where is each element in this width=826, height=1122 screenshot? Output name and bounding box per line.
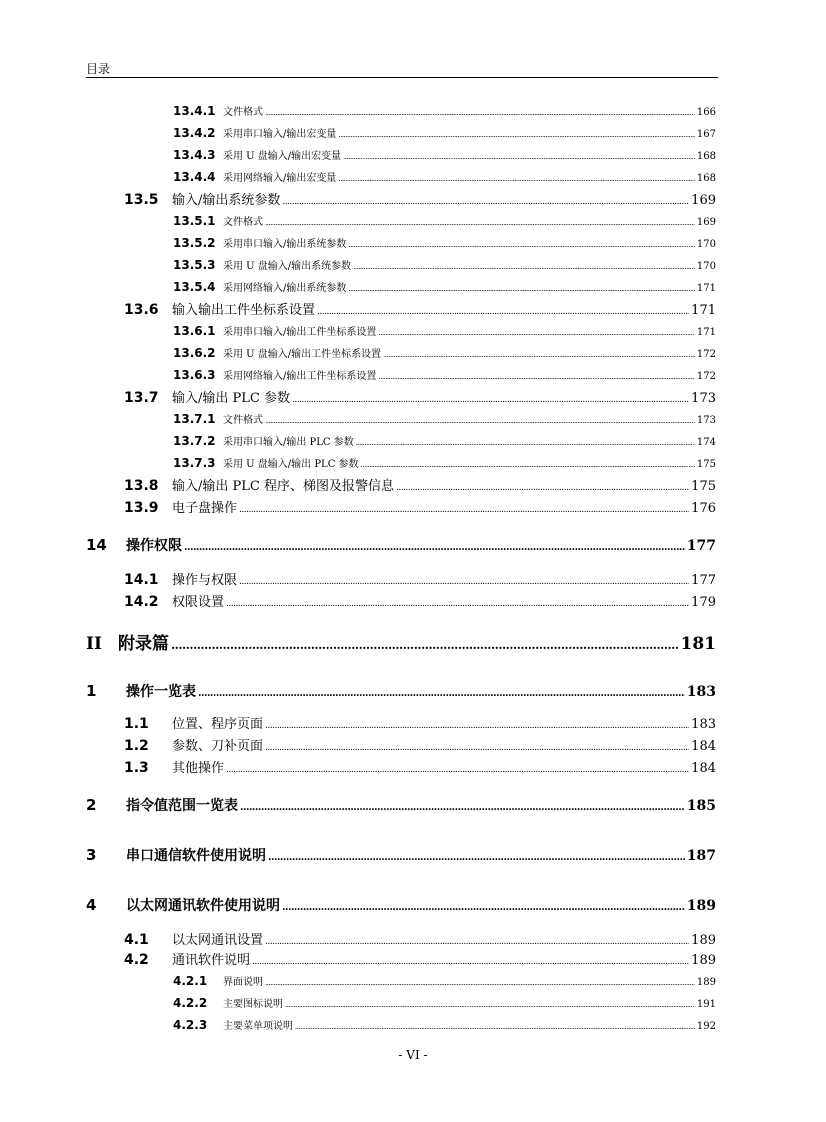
toc-entry-page: 189: [691, 933, 716, 948]
toc-dot-leader: [285, 1001, 695, 1009]
toc-entry-page: 171: [696, 327, 716, 338]
toc-entry-number: 13.6.3: [173, 368, 216, 382]
toc-entry-number: 4.2.2: [173, 996, 208, 1010]
toc-entry-page: 179: [691, 595, 716, 610]
toc-dot-leader: [171, 638, 679, 652]
toc-entry-title: 输入/输出系统参数: [172, 193, 281, 208]
toc-entry[interactable]: [124, 387, 716, 406]
toc-entry[interactable]: [86, 795, 716, 815]
toc-dot-leader: [348, 241, 695, 249]
toc-entry-number: 14.2: [124, 594, 159, 610]
toc-entry-page: 175: [696, 459, 716, 470]
toc-entry[interactable]: [124, 929, 716, 948]
toc-entry-page: 184: [691, 761, 716, 776]
toc-entry[interactable]: [173, 125, 716, 140]
toc-entry[interactable]: [124, 497, 716, 516]
toc-dot-leader: [268, 852, 685, 863]
toc-entry-page: 185: [686, 798, 716, 814]
toc-entry-number: 2: [86, 796, 97, 814]
toc-entry-page: 172: [696, 349, 716, 360]
toc-entry-page: 189: [691, 953, 716, 968]
toc-entry[interactable]: [173, 147, 716, 162]
toc-dot-leader: [361, 461, 695, 469]
toc-dot-leader: [239, 505, 689, 515]
toc-entry-page: 167: [696, 129, 716, 140]
toc-entry-title: 以太网通讯设置: [172, 933, 264, 948]
toc-entry-page: 187: [686, 848, 716, 864]
toc-entry[interactable]: [86, 845, 716, 865]
toc-entry-page: 191: [696, 999, 716, 1010]
toc-entry-number: 14.1: [124, 572, 159, 588]
toc-entry-number: 13.6: [124, 302, 159, 318]
toc-entry[interactable]: [86, 895, 716, 915]
toc-dot-leader: [338, 131, 695, 139]
toc-entry-page: 168: [696, 173, 716, 184]
toc-entry-title: 采用串口输入/输出宏变量: [223, 129, 337, 140]
toc-dot-leader: [343, 153, 695, 161]
toc-entry-title: 以太网通讯软件使用说明: [126, 898, 280, 914]
toc-entry-number: 4.2.1: [173, 974, 208, 988]
toc-dot-leader: [338, 175, 695, 183]
toc-dot-leader: [282, 902, 685, 913]
toc-entry-title: 输入输出工件坐标系设置: [172, 303, 316, 318]
toc-entry-number: 13.8: [124, 478, 159, 494]
toc-entry[interactable]: [173, 973, 716, 988]
toc-entry-page: 169: [696, 217, 716, 228]
toc-entry-page: 170: [696, 261, 716, 272]
toc-entry-number: 14: [86, 536, 107, 554]
toc-entry-number: 13.6.1: [173, 324, 216, 338]
toc-entry-title: 操作权限: [126, 538, 182, 554]
toc-entry[interactable]: [173, 433, 716, 448]
toc-entry[interactable]: [124, 189, 716, 208]
toc-dot-leader: [240, 802, 685, 813]
toc-entry-page: 170: [696, 239, 716, 250]
toc-entry[interactable]: [173, 213, 716, 228]
toc-entry[interactable]: [124, 735, 716, 754]
toc-entry-number: 13.4.3: [173, 148, 216, 162]
toc-entry-title: 操作一览表: [126, 684, 196, 700]
toc-entry-page: 177: [686, 538, 716, 554]
toc-entry[interactable]: [173, 279, 716, 294]
page-number: - VI -: [398, 1048, 428, 1062]
toc-dot-leader: [265, 937, 689, 947]
toc-entry[interactable]: [124, 757, 716, 776]
toc-entry-title: 位置、程序页面: [172, 717, 264, 732]
toc-entry[interactable]: [173, 235, 716, 250]
toc-entry-number: II: [86, 634, 102, 654]
toc-entry-page: 177: [691, 573, 716, 588]
toc-entry[interactable]: [173, 411, 716, 426]
toc-dot-leader: [282, 197, 689, 207]
toc-entry-number: 1.1: [124, 716, 149, 732]
toc-entry-page: 173: [696, 415, 716, 426]
toc-entry-number: 13.5.2: [173, 236, 216, 250]
toc-entry-number: 13.7.2: [173, 434, 216, 448]
toc-entry-title: 其他操作: [172, 761, 225, 776]
toc-entry-page: 176: [691, 501, 716, 516]
toc-entry[interactable]: [173, 345, 716, 360]
toc-entry-title: 采用网络输入/输出宏变量: [223, 173, 337, 184]
running-header-title: 目录: [86, 62, 111, 76]
toc-entry-title: 电子盘操作: [172, 501, 238, 516]
toc-entry-title: 界面说明: [223, 977, 263, 988]
toc-entry-number: 1.3: [124, 760, 149, 776]
toc-entry-title: 采用串口输入/输出系统参数: [223, 239, 347, 250]
toc-entry[interactable]: [173, 103, 716, 118]
toc-entry[interactable]: [124, 475, 716, 494]
toc-entry-number: 13.7.3: [173, 456, 216, 470]
toc-entry[interactable]: [124, 299, 716, 318]
toc-entry-title: 文件格式: [223, 415, 263, 426]
toc-entry-page: 174: [696, 437, 716, 448]
toc-entry-number: 4: [86, 896, 97, 914]
toc-entry[interactable]: [86, 629, 716, 654]
toc-entry-page: 169: [691, 193, 716, 208]
toc-entry-page: 192: [696, 1021, 716, 1032]
toc-dot-leader: [383, 351, 695, 359]
toc-entry[interactable]: [173, 455, 716, 470]
toc-dot-leader: [317, 307, 689, 317]
toc-entry[interactable]: [173, 1017, 716, 1032]
toc-entry-number: 13.5: [124, 192, 159, 208]
toc-entry-title: 权限设置: [172, 595, 225, 610]
toc-entry-page: 171: [696, 283, 716, 294]
toc-entry[interactable]: [86, 535, 716, 555]
toc-entry-page: 189: [686, 898, 716, 914]
toc-entry-page: 183: [686, 684, 716, 700]
toc-dot-leader: [265, 417, 695, 425]
toc-dot-leader: [265, 979, 695, 987]
toc-dot-leader: [265, 743, 689, 753]
toc-entry-page: 184: [691, 739, 716, 754]
toc-entry-title: 采用网络输入/输出系统参数: [223, 283, 347, 294]
toc-entry-title: 通讯软件说明: [172, 953, 251, 968]
toc-entry-number: 13.6.2: [173, 346, 216, 360]
toc-entry-title: 采用串口输入/输出 PLC 参数: [223, 437, 354, 448]
toc-dot-leader: [265, 109, 695, 117]
toc-entry-title: 输入/输出 PLC 程序、梯图及报警信息: [172, 479, 394, 494]
toc-dot-leader: [198, 688, 685, 699]
toc-entry-number: 4.1: [124, 932, 149, 948]
toc-entry-number: 4.2.3: [173, 1018, 208, 1032]
toc-entry[interactable]: [124, 591, 716, 610]
toc-dot-leader: [292, 395, 689, 405]
toc-entry-number: 13.5.4: [173, 280, 216, 294]
toc-entry[interactable]: [173, 257, 716, 272]
toc-entry-page: 166: [696, 107, 716, 118]
toc-dot-leader: [295, 1023, 695, 1031]
toc-entry-page: 168: [696, 151, 716, 162]
toc-entry-page: 183: [691, 717, 716, 732]
toc-entry-title: 采用串口输入/输出工件坐标系设置: [223, 327, 377, 338]
toc-entry-number: 3: [86, 846, 97, 864]
toc-entry-title: 采用网络输入/输出工件坐标系设置: [223, 371, 377, 382]
toc-dot-leader: [378, 373, 695, 381]
toc-entry[interactable]: [124, 949, 716, 968]
toc-entry-title: 文件格式: [223, 217, 263, 228]
toc-entry-number: 13.4.4: [173, 170, 216, 184]
toc-entry-title: 主要菜单项说明: [223, 1021, 293, 1032]
toc-entry[interactable]: [173, 367, 716, 382]
toc-entry-title: 指令值范围一览表: [126, 798, 238, 814]
toc-entry-page: 172: [696, 371, 716, 382]
toc-entry-page: 171: [691, 303, 716, 318]
toc-dot-leader: [226, 599, 689, 609]
toc-dot-leader: [239, 577, 689, 587]
toc-dot-leader: [348, 285, 695, 293]
toc-dot-leader: [252, 957, 689, 967]
toc-entry-number: 13.7: [124, 390, 159, 406]
toc-entry-number: 1: [86, 682, 97, 700]
toc-dot-leader: [396, 483, 689, 493]
toc-entry[interactable]: [124, 569, 716, 588]
toc-entry[interactable]: [86, 681, 716, 701]
toc-entry-number: 1.2: [124, 738, 149, 754]
toc-entry-number: 13.4.1: [173, 104, 216, 118]
toc-entry-title: 串口通信软件使用说明: [126, 848, 266, 864]
toc-entry-number: 13.9: [124, 500, 159, 516]
toc-entry[interactable]: [173, 169, 716, 184]
toc-entry[interactable]: [173, 323, 716, 338]
toc-entry-title: 采用 U 盘输入/输出工件坐标系设置: [223, 349, 382, 360]
toc-entry-title: 采用 U 盘输入/输出 PLC 参数: [223, 459, 359, 470]
toc-entry-title: 操作与权限: [172, 573, 238, 588]
toc-dot-leader: [265, 219, 695, 227]
toc-dot-leader: [378, 329, 695, 337]
toc-dot-leader: [226, 765, 689, 775]
toc-entry-title: 采用 U 盘输入/输出系统参数: [223, 261, 352, 272]
toc-entry-page: 175: [691, 479, 716, 494]
toc-dot-leader: [265, 721, 689, 731]
toc-dot-leader: [353, 263, 695, 271]
toc-entry-title: 主要图标说明: [223, 999, 283, 1010]
toc-entry-number: 13.5.3: [173, 258, 216, 272]
toc-entry-number: 13.7.1: [173, 412, 216, 426]
toc-entry-title: 参数、刀补页面: [172, 739, 264, 754]
toc-entry-title: 采用 U 盘输入/输出宏变量: [223, 151, 342, 162]
toc-entry-page: 189: [696, 977, 716, 988]
toc-entry-number: 4.2: [124, 952, 149, 968]
toc-entry-page: 173: [691, 391, 716, 406]
toc-entry-page: 181: [680, 634, 716, 654]
toc-entry-title: 附录篇: [118, 634, 169, 654]
toc-dot-leader: [184, 542, 685, 553]
toc-entry[interactable]: [173, 995, 716, 1010]
toc-entry-number: 13.5.1: [173, 214, 216, 228]
toc-entry-title: 文件格式: [223, 107, 263, 118]
toc-entry[interactable]: [124, 713, 716, 732]
toc-entry-title: 输入/输出 PLC 参数: [172, 391, 290, 406]
toc-entry-number: 13.4.2: [173, 126, 216, 140]
toc-dot-leader: [356, 439, 695, 447]
